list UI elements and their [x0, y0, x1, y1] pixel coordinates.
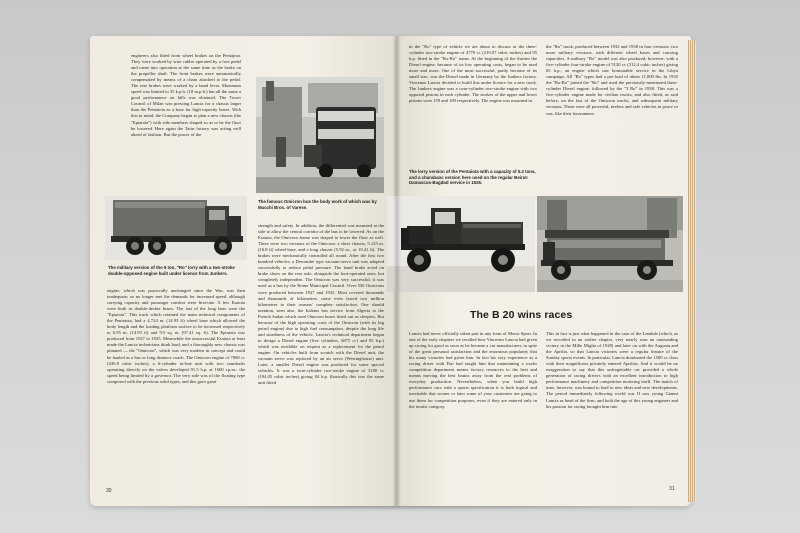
section-heading: The B 20 wins races: [470, 309, 573, 321]
right-column1-top-text: in the "Ro" type of vehicle we are about to discuss or the three-cylinder two-stroke engine of 4770 cc (219.07 cubic inches) and 95 h.p. fitted in the "Ro-Ro" trains. At the beginning of the thirties the Diesel engine, because of its low operating costs, began to be used more and more. One of the most successful, partly because of its small size, was the Diesel made in Germany by the Junkers factory. Vincenzo Lancia decided to build this under licence for a new truck. The Junkers engine was a twin-cylinder two-stroke engine with two opposed pistons in each cylinder. The strokes of the upper and lower pistons were 159 and 180 respectively. The engine was mounted in: [409, 44, 537, 104]
photo-charabanc: [537, 196, 683, 292]
right-column2-top-text: the "Ro" truck, produced between 1932 and 1938 in four versions: two more military versions, with different wheel bases and carrying capacities. A military "Ro" model was also produced, however, with a five-cylinder four-stroke engine of 5120 cc (312.4 cubic inches) giving 65 h.p.; an engine which saw honourable service in the Libya campaign. All "Ro" types had a pre-load of about 11,000 lbs. In 1935 the "Ro-Ro" joined the "Ro" and used the previously-mentioned three-cylinder Diesel engine, followed by the "3 Ro" in 1938. This was a five-cylinder engine made for civilian trucks, and also fitted, as said before, on the last of the Omicron trucks, and subsequent military versions. These were all powerful, tireless and safe vehicles in peace or war, like their forerunners.: [546, 44, 678, 116]
caption-ro-military-lorry: The military version of the 5 ton, "Ro" lorry with a two-stroke double-opposed engine built under licence from Junkers.: [108, 265, 235, 276]
left-page-number: 30: [106, 488, 112, 494]
left-column2-text: strength and safety. In addition, the differential was mounted at the side to allow the central corridor of the bus to be lowered. As on the Esaiota, the Omicron frame was shaped to lower the floor as well. There were two versions of the Omicron: a short chassis, 5.125 m. (16.8 ft) wheel-base, and a long chassis (5.92 m., or 19.41 ft). The brakes were mechanically controlled all round. After the first two hundred vehicles, a Dewandre type vacuum-servo unit was adopted successfully to reduce pedal pressure. The hand brake acted on brake shoes on the rear axle, alongside the foot-operated ones, but completely independent. The Omicron was very successful: it was used as a bus by the Rome Municipal Council. Over 550 Omicrons were produced between 1927 and 1935. Most covered thousands and thousands of kilometres, some even lasted two million kilometres to their owners' complete satisfaction. One should mention, seen also, the Italians bus service from Algeria to the French Sudan which used Omicron buses fitted out as sleepers. But because of the high operating costs of the Omicron (with its big petrol engine) due to high fuel consumption, despite the long life and sturdiness of the vehicle, Lancia's technical department began to design a Diesel engine (five cylinders, 6875 cc) and 95 h.p.) which was available on request as a replacement for the petrol engine. On vehicles built from scratch with the Diesel unit, the vacuum servo was replaced by an air servo (Westinghouse) unit. Later, a smaller Diesel engine was produced for some special vehicles. It was a twin-cylinder two-stroke engine of 3180 cc (194.05 cubic inches) giving 84 h.p. (basically this was the same unit fitted: [258, 223, 384, 386]
left-column1-top-text: engineers also fitted from wheel brakes on the Pentajota. They were worked by wire cables operated by a foot pedal and came into operation at the same time as the brake on the propeller shaft. The front brakes were automatically compensated by means of a chain attached to the pedal. The rear brakes were worked by a hand lever. Maximum speed was limited to 35 k.p.h. (18 m.p.h.) but all the same a good performance on hills was obtained. The Tower Council of Milan was pressing Lancia for a chassis larger than the Pentaiota as a base for high-capacity buses. With this in mind, the Company began to plan a new chassis (the "Eptaiota") with side members shaped so as to be the floor be lowered. Here again the Tarin factory was acting well ahead of fashion. But the power of the: [131, 53, 241, 137]
caption-omicron-bus: The famous Omicron bus the body work of which was by Macchi Bros. of Varese.: [258, 199, 377, 210]
right-column2-bottom-text: This in fact is just what happened in the case of the Lambda (which, as we recorded in an earlier chapter, very nearly won an outstanding victory in the Mille Miglia of 1928) and later on with the Augusta and the Aprilia, so that Lancia victories were a regular feature of the Sunday sports events. In particular, Lancia dominated the 1500 cc class with their magnificent privately entered Aprilias. And it would be no exaggeration to say that this unforgettable car provided a whole generation of racing drivers with an excellent introduction to high performance machinery and competition motoring itself. The match of time, however, was bound to lead to new ideas and new developments. The period immediately following world war II saw young Gianni Lancia as head of the firm; and both the age of this young engineer and his passion for racing brought him into: [546, 331, 678, 409]
photo-omicron-bus: [256, 77, 384, 193]
book-spine: [393, 36, 401, 506]
left-column1-bottom-text: engine, which was practically unchanged since the War, was then inadequate; so no longer met the demands for increased speed, although carrying capacity and passenger comfort were first-rate. A few Esaiota were built as double-decker buses. The last of the long lasts were the "Eptaiota". This truck which retained the main technical components of the Pentaiota, had a 4.724 m. (14.93 ft) wheel base which allowed the body length and the loading platform surface to be increased respectively to 6.95 m. (14.93 ft) and 9.5 sq. m. (97.41 sq. ft). The Eptaiota was produced from 1927 to 1935. Meanwhile the unsuccessful Esaiota at least made the Lancia technicians think hard, and a thoroughly new chassis was planned — the "Omicron", which was very modern in concept and could be hauled as a bus or long distance coach. The Omicron engine of 7060 cc (430.8 cubic inches), a 6-cylinder in-line unit with two camshafts operating directly on the valves developed 91.5 h.p. at 1600 r.p.m.: the speed being limited by a governor. The very side was of the floating type composed with the previous solid types, and this gave great: [107, 288, 245, 384]
photo-pentaiota-lorry: [387, 196, 535, 292]
page-edges: [688, 40, 696, 502]
right-page-number: 31: [669, 486, 675, 492]
right-column1-bottom-text: Lancia had never officially taken part in any form of Motor Sport. In one of the early chapters we recalled how Vincenzo Lancia had given up racing for good as soon as he became a car manufacturer, in spite of the great personal satisfaction and the enormous popularity that his many victories had given him. In fact his very experience as a racing driver with Fiat had taught him that maintaining a works competition department means factory resources to the best and means moving the best brains away from the real problems of everyday production. Nevertheless, when you build high performance cars with a sports specification it is both logical and inevitable that sooner or later some of your customers are going to use them for competition purposes, even if they are entered only in the tourist category.: [409, 331, 537, 409]
caption-pentaiota: The lorry version of the Pentaiota with a capacity of 5.2 tons, and a charabanc version here used on the regular Beirut-Damascus-Bagdad service in 1926.: [409, 169, 536, 186]
photo-ro-military-lorry: [105, 196, 247, 260]
